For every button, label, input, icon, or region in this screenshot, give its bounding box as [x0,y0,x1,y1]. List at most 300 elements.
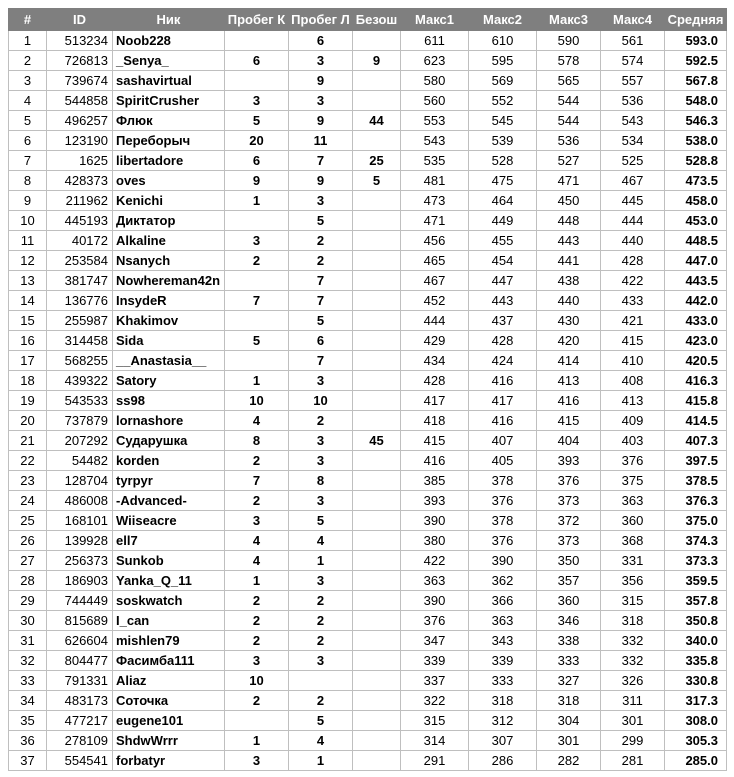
cell-max1: 456 [401,231,469,251]
cell-id: 439322 [47,371,113,391]
cell-probeg-l: 2 [289,691,353,711]
cell-id: 128704 [47,471,113,491]
cell-max3: 578 [537,51,601,71]
cell-nick: Sida [113,331,225,351]
cell-rank: 23 [9,471,47,491]
cell-bezosh [353,511,401,531]
cell-max1: 322 [401,691,469,711]
cell-rank: 26 [9,531,47,551]
cell-max2: 376 [469,531,537,551]
table-row[interactable] [9,91,727,111]
cell-nick: oves [113,171,225,191]
cell-nick: Wiiseacre [113,511,225,531]
table-row[interactable] [9,631,727,651]
cell-max1: 434 [401,351,469,371]
cell-id: 256373 [47,551,113,571]
cell-max1: 429 [401,331,469,351]
cell-probeg-k: 1 [225,571,289,591]
cell-max4: 318 [601,611,665,631]
col-header-probeg-k[interactable]: Пробег К [225,9,289,31]
cell-max4: 574 [601,51,665,71]
col-header-probeg-l[interactable]: Пробег Л [289,9,353,31]
cell-bezosh [353,631,401,651]
table-row[interactable] [9,211,727,231]
cell-id: 486008 [47,491,113,511]
cell-rank: 33 [9,671,47,691]
cell-rank: 21 [9,431,47,451]
table-row[interactable] [9,231,727,251]
cell-nick: _Senya_ [113,51,225,71]
cell-bezosh [353,391,401,411]
cell-nick: Переборыч [113,131,225,151]
cell-max3: 282 [537,751,601,771]
cell-rank: 19 [9,391,47,411]
table-row[interactable] [9,151,727,171]
cell-rank: 29 [9,591,47,611]
cell-nick: tyrpyr [113,471,225,491]
cell-rank: 15 [9,311,47,331]
cell-id: 554541 [47,751,113,771]
cell-max1: 623 [401,51,469,71]
cell-max1: 543 [401,131,469,151]
cell-nick: Nsanych [113,251,225,271]
cell-id: 255987 [47,311,113,331]
cell-max4: 445 [601,191,665,211]
cell-rank: 34 [9,691,47,711]
cell-average: 357.8 [665,591,727,611]
cell-id: 744449 [47,591,113,611]
table-row[interactable] [9,271,727,291]
table-row[interactable] [9,311,727,331]
cell-probeg-k: 9 [225,171,289,191]
cell-nick: mishlen79 [113,631,225,651]
cell-max3: 333 [537,651,601,671]
cell-rank: 35 [9,711,47,731]
cell-max2: 610 [469,31,537,51]
cell-max2: 363 [469,611,537,631]
col-header-max3[interactable]: Макс3 [537,9,601,31]
cell-max3: 544 [537,111,601,131]
cell-probeg-k [225,71,289,91]
cell-probeg-k: 1 [225,371,289,391]
col-header-nick[interactable]: Ник [113,9,225,31]
cell-bezosh [353,671,401,691]
cell-rank: 4 [9,91,47,111]
table-row[interactable] [9,531,727,551]
cell-id: 445193 [47,211,113,231]
cell-id: 207292 [47,431,113,451]
cell-rank: 17 [9,351,47,371]
table-row[interactable] [9,731,727,751]
cell-bezosh [353,591,401,611]
cell-max2: 443 [469,291,537,311]
cell-average: 433.0 [665,311,727,331]
cell-max1: 363 [401,571,469,591]
cell-max3: 404 [537,431,601,451]
cell-max2: 407 [469,431,537,451]
cell-max4: 467 [601,171,665,191]
col-header-max1[interactable]: Макс1 [401,9,469,31]
cell-probeg-l: 6 [289,331,353,351]
cell-max2: 318 [469,691,537,711]
cell-probeg-k: 2 [225,251,289,271]
cell-max4: 525 [601,151,665,171]
cell-max1: 314 [401,731,469,751]
cell-bezosh [353,351,401,371]
cell-bezosh [353,91,401,111]
table-row[interactable] [9,191,727,211]
cell-id: 737879 [47,411,113,431]
cell-max4: 356 [601,571,665,591]
cell-nick: eugene101 [113,711,225,731]
cell-probeg-l: 7 [289,351,353,371]
table-body [9,31,727,771]
table-row[interactable] [9,331,727,351]
cell-bezosh: 45 [353,431,401,451]
cell-max2: 376 [469,491,537,511]
cell-average: 415.8 [665,391,727,411]
col-header-rank[interactable]: # [9,9,47,31]
cell-bezosh [353,231,401,251]
table-row[interactable] [9,551,727,571]
cell-nick: Nowhereman42n [113,271,225,291]
cell-max4: 331 [601,551,665,571]
cell-max3: 443 [537,231,601,251]
cell-probeg-k: 2 [225,631,289,651]
cell-max3: 350 [537,551,601,571]
cell-average: 285.0 [665,751,727,771]
cell-average: 350.8 [665,611,727,631]
col-header-bezosh[interactable]: Безош [353,9,401,31]
cell-average: 376.3 [665,491,727,511]
cell-nick: Соточка [113,691,225,711]
cell-max2: 366 [469,591,537,611]
cell-max4: 360 [601,511,665,531]
cell-bezosh: 5 [353,171,401,191]
cell-average: 447.0 [665,251,727,271]
cell-rank: 36 [9,731,47,751]
cell-max4: 415 [601,331,665,351]
cell-max2: 362 [469,571,537,591]
table-row[interactable] [9,471,727,491]
cell-probeg-l: 7 [289,271,353,291]
cell-probeg-l: 3 [289,491,353,511]
cell-max3: 441 [537,251,601,271]
cell-average: 442.0 [665,291,727,311]
cell-average: 374.3 [665,531,727,551]
cell-id: 568255 [47,351,113,371]
cell-max2: 307 [469,731,537,751]
cell-rank: 5 [9,111,47,131]
cell-probeg-l: 1 [289,551,353,571]
table-row[interactable] [9,391,727,411]
table-row[interactable] [9,351,727,371]
cell-bezosh [353,691,401,711]
table-row[interactable] [9,291,727,311]
cell-max4: 408 [601,371,665,391]
cell-id: 278109 [47,731,113,751]
cell-max2: 539 [469,131,537,151]
cell-nick: ShdwWrrr [113,731,225,751]
cell-bezosh [353,751,401,771]
cell-bezosh [353,571,401,591]
table-row[interactable] [9,711,727,731]
cell-probeg-k: 3 [225,651,289,671]
cell-rank: 10 [9,211,47,231]
col-header-max4[interactable]: Макс4 [601,9,665,31]
cell-average: 308.0 [665,711,727,731]
cell-id: 804477 [47,651,113,671]
cell-max1: 580 [401,71,469,91]
cell-average: 448.5 [665,231,727,251]
cell-max3: 413 [537,371,601,391]
cell-max2: 339 [469,651,537,671]
cell-max1: 417 [401,391,469,411]
cell-bezosh [353,311,401,331]
cell-bezosh [353,371,401,391]
cell-average: 414.5 [665,411,727,431]
table-row[interactable] [9,691,727,711]
cell-bezosh [353,711,401,731]
cell-probeg-k: 2 [225,611,289,631]
cell-nick: lornashore [113,411,225,431]
cell-average: 375.0 [665,511,727,531]
cell-rank: 20 [9,411,47,431]
cell-probeg-l: 6 [289,31,353,51]
cell-max4: 561 [601,31,665,51]
cell-id: 253584 [47,251,113,271]
cell-max2: 595 [469,51,537,71]
cell-nick: Khakimov [113,311,225,331]
cell-probeg-k: 6 [225,151,289,171]
cell-max4: 409 [601,411,665,431]
cell-rank: 25 [9,511,47,531]
cell-nick: korden [113,451,225,471]
cell-max1: 467 [401,271,469,291]
cell-id: 513234 [47,31,113,51]
cell-average: 359.5 [665,571,727,591]
cell-max3: 360 [537,591,601,611]
cell-probeg-k: 1 [225,191,289,211]
col-header-id[interactable]: ID [47,9,113,31]
header-row [9,9,727,31]
cell-bezosh [353,411,401,431]
cell-max3: 448 [537,211,601,231]
cell-nick: Satory [113,371,225,391]
cell-bezosh [353,131,401,151]
cell-id: 136776 [47,291,113,311]
cell-rank: 8 [9,171,47,191]
cell-max1: 339 [401,651,469,671]
cell-max2: 437 [469,311,537,331]
cell-probeg-l: 3 [289,51,353,71]
table-row[interactable] [9,751,727,771]
cell-max3: 420 [537,331,601,351]
cell-probeg-k [225,351,289,371]
table-row[interactable] [9,51,727,71]
cell-max3: 415 [537,411,601,431]
cell-rank: 13 [9,271,47,291]
cell-id: 123190 [47,131,113,151]
cell-average: 330.8 [665,671,727,691]
cell-rank: 24 [9,491,47,511]
cell-max3: 471 [537,171,601,191]
cell-nick: Флюк [113,111,225,131]
cell-probeg-l: 11 [289,131,353,151]
cell-max3: 357 [537,571,601,591]
cell-nick: Noob228 [113,31,225,51]
cell-max3: 430 [537,311,601,331]
cell-id: 483173 [47,691,113,711]
cell-max1: 390 [401,591,469,611]
table-row[interactable] [9,171,727,191]
table-row[interactable] [9,451,727,471]
table-row[interactable] [9,71,727,91]
cell-probeg-k: 2 [225,491,289,511]
cell-max3: 414 [537,351,601,371]
table-row[interactable] [9,571,727,591]
table-row[interactable] [9,131,727,151]
cell-bezosh [353,651,401,671]
cell-max3: 590 [537,31,601,51]
cell-nick: SpiritCrusher [113,91,225,111]
cell-probeg-k: 8 [225,431,289,451]
cell-probeg-l: 3 [289,91,353,111]
cell-id: 791331 [47,671,113,691]
cell-bezosh [353,531,401,551]
cell-bezosh [353,191,401,211]
cell-rank: 37 [9,751,47,771]
cell-nick: soskwatch [113,591,225,611]
cell-probeg-k [225,311,289,331]
cell-nick: -Advanced- [113,491,225,511]
cell-probeg-k: 10 [225,671,289,691]
cell-probeg-k: 20 [225,131,289,151]
cell-max3: 304 [537,711,601,731]
table-row[interactable] [9,111,727,131]
table-row[interactable] [9,431,727,451]
cell-max4: 433 [601,291,665,311]
cell-max1: 444 [401,311,469,331]
cell-probeg-k: 3 [225,751,289,771]
cell-max1: 422 [401,551,469,571]
cell-bezosh [353,551,401,571]
cell-max4: 543 [601,111,665,131]
cell-id: 626604 [47,631,113,651]
cell-max2: 312 [469,711,537,731]
cell-max2: 378 [469,471,537,491]
cell-max2: 569 [469,71,537,91]
table-row[interactable] [9,591,727,611]
cell-id: 186903 [47,571,113,591]
cell-rank: 12 [9,251,47,271]
cell-rank: 2 [9,51,47,71]
table-row[interactable] [9,31,727,51]
cell-max1: 611 [401,31,469,51]
cell-rank: 18 [9,371,47,391]
cell-id: 496257 [47,111,113,131]
table-row[interactable] [9,511,727,531]
cell-nick: Aliaz [113,671,225,691]
table-row[interactable] [9,411,727,431]
cell-probeg-l: 4 [289,731,353,751]
table-row[interactable] [9,671,727,691]
cell-max1: 473 [401,191,469,211]
col-header-average[interactable]: Средняя [665,9,727,31]
cell-average: 453.0 [665,211,727,231]
cell-id: 54482 [47,451,113,471]
table-row[interactable] [9,651,727,671]
cell-average: 305.3 [665,731,727,751]
cell-nick: InsydeR [113,291,225,311]
cell-max3: 450 [537,191,601,211]
cell-probeg-l: 3 [289,651,353,671]
cell-id: 477217 [47,711,113,731]
cell-rank: 16 [9,331,47,351]
table-row[interactable] [9,491,727,511]
cell-max3: 338 [537,631,601,651]
cell-probeg-k: 4 [225,551,289,571]
cell-probeg-l: 8 [289,471,353,491]
cell-max2: 428 [469,331,537,351]
cell-max2: 454 [469,251,537,271]
cell-rank: 31 [9,631,47,651]
cell-max1: 390 [401,511,469,531]
cell-max2: 552 [469,91,537,111]
cell-probeg-l: 5 [289,311,353,331]
cell-probeg-l: 2 [289,611,353,631]
cell-rank: 22 [9,451,47,471]
cell-bezosh [353,491,401,511]
cell-probeg-l: 2 [289,591,353,611]
cell-max4: 376 [601,451,665,471]
cell-average: 443.5 [665,271,727,291]
col-header-max2[interactable]: Макс2 [469,9,537,31]
cell-max2: 449 [469,211,537,231]
cell-max1: 415 [401,431,469,451]
cell-bezosh [353,31,401,51]
cell-probeg-l: 9 [289,71,353,91]
cell-max4: 311 [601,691,665,711]
cell-probeg-l: 3 [289,371,353,391]
cell-max1: 481 [401,171,469,191]
cell-bezosh [353,331,401,351]
cell-id: 40172 [47,231,113,251]
cell-max4: 315 [601,591,665,611]
cell-probeg-k: 3 [225,511,289,531]
cell-probeg-k: 7 [225,291,289,311]
cell-nick: sashavirtual [113,71,225,91]
cell-max3: 438 [537,271,601,291]
cell-average: 407.3 [665,431,727,451]
cell-max4: 332 [601,631,665,651]
cell-max1: 452 [401,291,469,311]
cell-max4: 363 [601,491,665,511]
table-row[interactable] [9,611,727,631]
cell-max3: 416 [537,391,601,411]
cell-probeg-l: 3 [289,571,353,591]
cell-probeg-k: 7 [225,471,289,491]
cell-probeg-k: 4 [225,411,289,431]
cell-max3: 373 [537,491,601,511]
cell-max2: 286 [469,751,537,771]
cell-max2: 416 [469,371,537,391]
cell-nick: libertadore [113,151,225,171]
cell-bezosh [353,731,401,751]
cell-max3: 440 [537,291,601,311]
table-row[interactable] [9,251,727,271]
table-row[interactable] [9,371,727,391]
